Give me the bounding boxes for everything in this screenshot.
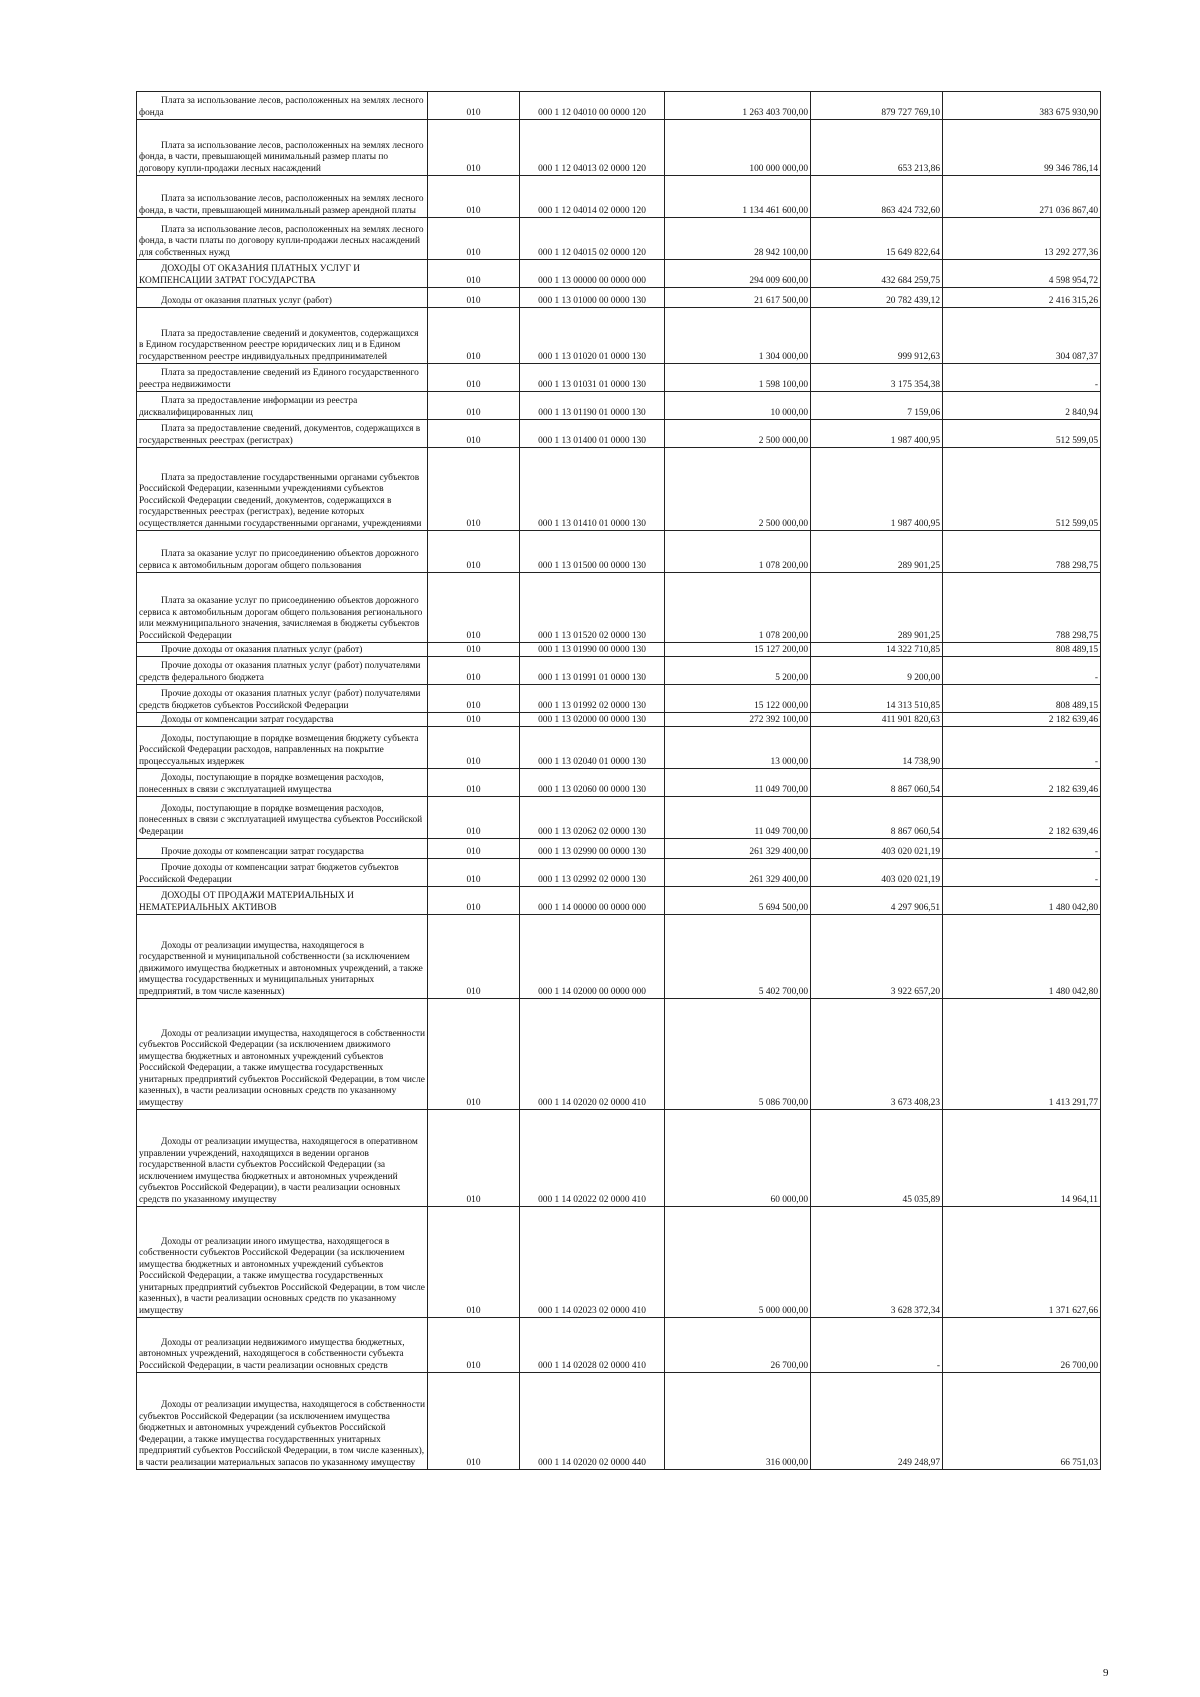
row-executed-amount: 403 020 021,19 [811,859,943,887]
row-approved-amount: 261 329 400,00 [665,859,811,887]
row-line-code: 010 [428,839,520,859]
row-budget-code: 000 1 13 01990 00 0000 130 [520,643,665,657]
row-unexecuted-amount: 2 182 639,46 [943,713,1101,727]
row-line-code: 010 [428,176,520,218]
row-name: Плата за оказание услуг по присоединению объектов дорожного сервиса к автомобильным дорогам общего пользования регионального или межмуниципального значения, зачисляемая в бюджеты субъектов Российской Федерации [137,573,428,643]
row-unexecuted-amount: 13 292 277,36 [943,218,1101,260]
row-unexecuted-amount: 2 416 315,26 [943,288,1101,308]
row-budget-code: 000 1 13 02060 00 0000 130 [520,769,665,797]
row-approved-amount: 1 598 100,00 [665,364,811,392]
row-approved-amount: 21 617 500,00 [665,288,811,308]
row-name: Плата за использование лесов, расположенных на землях лесного фонда, в части, превышающей минимальный размер платы по договору купли-продажи лесных насаждений [137,120,428,176]
row-budget-code: 000 1 13 01500 00 0000 130 [520,531,665,573]
row-line-code: 010 [428,218,520,260]
row-line-code: 010 [428,1318,520,1373]
table-row [137,839,1101,859]
row-executed-amount: 1 987 400,95 [811,420,943,448]
row-unexecuted-amount: - [943,727,1101,769]
row-line-code: 010 [428,657,520,685]
row-executed-amount: 14 322 710,85 [811,643,943,657]
row-name: Плата за предоставление сведений и документов, содержащихся в Едином государственном реестре юридических лиц и в Едином государственном реестре индивидуальных предпринимателей [137,308,428,364]
row-name: Плата за использование лесов, расположенных на землях лесного фонда, в части, превышающей минимальный размер арендной платы [137,176,428,218]
row-approved-amount: 5 694 500,00 [665,887,811,915]
row-unexecuted-amount: 304 087,37 [943,308,1101,364]
row-executed-amount: 3 922 657,20 [811,915,943,999]
row-approved-amount: 100 000 000,00 [665,120,811,176]
row-line-code: 010 [428,120,520,176]
table-row [137,120,1101,176]
row-unexecuted-amount: - [943,839,1101,859]
table-row [137,364,1101,392]
row-unexecuted-amount: 788 298,75 [943,531,1101,573]
row-line-code: 010 [428,643,520,657]
row-line-code: 010 [428,1207,520,1318]
row-unexecuted-amount: 808 489,15 [943,685,1101,713]
row-unexecuted-amount: 4 598 954,72 [943,260,1101,288]
row-name: Плата за предоставление информации из реестра дисквалифицированных лиц [137,392,428,420]
row-executed-amount: 20 782 439,12 [811,288,943,308]
row-name: Доходы, поступающие в порядке возмещения расходов, понесенных в связи с эксплуатацией имущества субъектов Российской Федерации [137,797,428,839]
revenue-table [136,91,1101,1470]
row-name: Плата за использование лесов, расположенных на землях лесного фонда, в части платы по договору купли-продажи лесных насаждений для собственных нужд [137,218,428,260]
table-row [137,218,1101,260]
row-budget-code: 000 1 14 02020 02 0000 410 [520,999,665,1110]
row-name: Доходы от реализации имущества, находящегося в собственности субъектов Российской Федерации (за исключением движимого имущества бюджетных и автономных учреждений субъектов Российской Федерации, а также имущества государственных унитарных предприятий субъектов Российской Федерации, в том числе казенных), в части реализации основных средств по указанному имуществу [137,999,428,1110]
row-unexecuted-amount: - [943,859,1101,887]
row-name: Плата за использование лесов, расположенных на землях лесного фонда [137,92,428,120]
row-unexecuted-amount: 14 964,11 [943,1110,1101,1207]
row-approved-amount: 5 402 700,00 [665,915,811,999]
row-line-code: 010 [428,573,520,643]
row-line-code: 010 [428,999,520,1110]
row-executed-amount: 15 649 822,64 [811,218,943,260]
row-approved-amount: 1 078 200,00 [665,573,811,643]
row-executed-amount: 9 200,00 [811,657,943,685]
row-line-code: 010 [428,1373,520,1470]
table-row [137,448,1101,531]
row-executed-amount: 45 035,89 [811,1110,943,1207]
row-unexecuted-amount: 1 371 627,66 [943,1207,1101,1318]
row-name: Плата за предоставление сведений из Единого государственного реестра недвижимости [137,364,428,392]
row-line-code: 010 [428,713,520,727]
row-approved-amount: 11 049 700,00 [665,797,811,839]
row-name: Прочие доходы от компенсации затрат государства [137,839,428,859]
row-unexecuted-amount: 2 840,94 [943,392,1101,420]
row-name: Доходы от компенсации затрат государства [137,713,428,727]
row-approved-amount: 1 078 200,00 [665,531,811,573]
table-row [137,308,1101,364]
row-executed-amount: 653 213,86 [811,120,943,176]
row-name: Доходы от реализации иного имущества, находящегося в собственности субъектов Российской Федерации (за исключением имущества бюджетных и автономных учреждений субъектов Российской Федерации, а также имущества государственных унитарных предприятий субъектов Российской Федерации, в том числе казенных), в части реализации основных средств по указанному имуществу [137,1207,428,1318]
row-line-code: 010 [428,531,520,573]
row-name: Доходы от реализации недвижимого имущества бюджетных, автономных учреждений, находящегося в собственности субъекта Российской Федерации, в части реализации основных средств [137,1318,428,1373]
row-name: Плата за оказание услуг по присоединению объектов дорожного сервиса к автомобильным дорогам общего пользования [137,531,428,573]
row-budget-code: 000 1 14 02023 02 0000 410 [520,1207,665,1318]
table-row [137,797,1101,839]
row-name: Доходы от реализации имущества, находящегося в государственной и муниципальной собственности (за исключением движимого имущества бюджетных и автономных учреждений, а также имущества государственных и муниципальных унитарных предприятий, в том числе казенных) [137,915,428,999]
table-row [137,727,1101,769]
row-budget-code: 000 1 13 01991 01 0000 130 [520,657,665,685]
row-budget-code: 000 1 13 01410 01 0000 130 [520,448,665,531]
row-unexecuted-amount: 26 700,00 [943,1318,1101,1373]
row-unexecuted-amount: 383 675 930,90 [943,92,1101,120]
row-budget-code: 000 1 14 02028 02 0000 410 [520,1318,665,1373]
row-name: ДОХОДЫ ОТ ПРОДАЖИ МАТЕРИАЛЬНЫХ И НЕМАТЕРИАЛЬНЫХ АКТИВОВ [137,887,428,915]
row-executed-amount: 249 248,97 [811,1373,943,1470]
row-unexecuted-amount: 512 599,05 [943,420,1101,448]
row-budget-code: 000 1 14 00000 00 0000 000 [520,887,665,915]
table-row [137,392,1101,420]
row-executed-amount: 403 020 021,19 [811,839,943,859]
row-line-code: 010 [428,797,520,839]
row-name: Прочие доходы от компенсации затрат бюджетов субъектов Российской Федерации [137,859,428,887]
row-budget-code: 000 1 12 04015 02 0000 120 [520,218,665,260]
row-name: ДОХОДЫ ОТ ОКАЗАНИЯ ПЛАТНЫХ УСЛУГ И КОМПЕНСАЦИИ ЗАТРАТ ГОСУДАРСТВА [137,260,428,288]
table-row [137,1318,1101,1373]
table-row [137,657,1101,685]
row-line-code: 010 [428,288,520,308]
row-approved-amount: 5 000 000,00 [665,1207,811,1318]
row-unexecuted-amount: - [943,364,1101,392]
row-unexecuted-amount: 1 480 042,80 [943,915,1101,999]
row-line-code: 010 [428,1110,520,1207]
row-budget-code: 000 1 13 02040 01 0000 130 [520,727,665,769]
row-executed-amount: - [811,1318,943,1373]
row-unexecuted-amount: - [943,657,1101,685]
row-unexecuted-amount: 1 480 042,80 [943,887,1101,915]
row-line-code: 010 [428,769,520,797]
row-executed-amount: 999 912,63 [811,308,943,364]
table-row [137,176,1101,218]
row-executed-amount: 3 673 408,23 [811,999,943,1110]
row-approved-amount: 11 049 700,00 [665,769,811,797]
row-line-code: 010 [428,887,520,915]
page-number: 9 [1103,1667,1109,1679]
row-budget-code: 000 1 13 01020 01 0000 130 [520,308,665,364]
row-name: Плата за предоставление сведений, документов, содержащихся в государственных реестрах (регистрах) [137,420,428,448]
row-line-code: 010 [428,308,520,364]
row-line-code: 010 [428,92,520,120]
row-approved-amount: 261 329 400,00 [665,839,811,859]
row-approved-amount: 1 134 461 600,00 [665,176,811,218]
table-row [137,92,1101,120]
row-line-code: 010 [428,420,520,448]
row-approved-amount: 272 392 100,00 [665,713,811,727]
row-budget-code: 000 1 13 02992 02 0000 130 [520,859,665,887]
row-unexecuted-amount: 66 751,03 [943,1373,1101,1470]
table-row [137,769,1101,797]
row-approved-amount: 2 500 000,00 [665,420,811,448]
row-name: Прочие доходы от оказания платных услуг (работ) получателями средств федерального бюджета [137,657,428,685]
row-budget-code: 000 1 13 01400 01 0000 130 [520,420,665,448]
row-executed-amount: 879 727 769,10 [811,92,943,120]
row-budget-code: 000 1 13 01190 01 0000 130 [520,392,665,420]
table-row [137,999,1101,1110]
row-line-code: 010 [428,685,520,713]
table-row [137,643,1101,657]
row-approved-amount: 316 000,00 [665,1373,811,1470]
row-budget-code: 000 1 12 04010 00 0000 120 [520,92,665,120]
table-row [137,288,1101,308]
table-row [137,260,1101,288]
row-approved-amount: 15 127 200,00 [665,643,811,657]
table-row [137,573,1101,643]
row-line-code: 010 [428,727,520,769]
row-unexecuted-amount: 2 182 639,46 [943,797,1101,839]
row-budget-code: 000 1 12 04013 02 0000 120 [520,120,665,176]
row-budget-code: 000 1 13 01992 02 0000 130 [520,685,665,713]
row-unexecuted-amount: 808 489,15 [943,643,1101,657]
row-approved-amount: 10 000,00 [665,392,811,420]
row-budget-code: 000 1 14 02000 00 0000 000 [520,915,665,999]
row-approved-amount: 15 122 000,00 [665,685,811,713]
row-approved-amount: 294 009 600,00 [665,260,811,288]
row-executed-amount: 863 424 732,60 [811,176,943,218]
row-unexecuted-amount: 99 346 786,14 [943,120,1101,176]
row-budget-code: 000 1 13 01000 00 0000 130 [520,288,665,308]
row-budget-code: 000 1 13 01031 01 0000 130 [520,364,665,392]
row-budget-code: 000 1 12 04014 02 0000 120 [520,176,665,218]
row-approved-amount: 1 304 000,00 [665,308,811,364]
row-name: Доходы, поступающие в порядке возмещения расходов, понесенных в связи с эксплуатацией имущества [137,769,428,797]
row-executed-amount: 289 901,25 [811,573,943,643]
row-name: Прочие доходы от оказания платных услуг (работ) получателями средств бюджетов субъектов Российской Федерации [137,685,428,713]
row-line-code: 010 [428,364,520,392]
table-row [137,859,1101,887]
row-executed-amount: 3 175 354,38 [811,364,943,392]
row-line-code: 010 [428,859,520,887]
row-executed-amount: 432 684 259,75 [811,260,943,288]
table-row [137,1207,1101,1318]
row-line-code: 010 [428,260,520,288]
row-line-code: 010 [428,448,520,531]
row-name: Доходы от реализации имущества, находящегося в собственности субъектов Российской Федерации (за исключением имущества бюджетных и автономных учреждений субъектов Российской Федерации, а также имущества государственных унитарных предприятий субъектов Российской Федерации, в том числе казенных), в части реализации материальных запасов по указанному имуществу [137,1373,428,1470]
table-row [137,1110,1101,1207]
row-executed-amount: 3 628 372,34 [811,1207,943,1318]
row-approved-amount: 13 000,00 [665,727,811,769]
row-name: Доходы от реализации имущества, находящегося в оперативном управлении учреждений, находящихся в ведении органов государственной власти субъектов Российской Федерации (за исключением имущества бюджетных и автономных учреждений субъектов Российской Федерации), в части реализации основных средств по указанному имуществу [137,1110,428,1207]
row-name: Доходы, поступающие в порядке возмещения бюджету субъекта Российской Федерации расходов, направленных на покрытие процессуальных издержек [137,727,428,769]
row-approved-amount: 2 500 000,00 [665,448,811,531]
row-unexecuted-amount: 2 182 639,46 [943,769,1101,797]
row-line-code: 010 [428,392,520,420]
row-line-code: 010 [428,915,520,999]
row-name: Доходы от оказания платных услуг (работ) [137,288,428,308]
row-approved-amount: 1 263 403 700,00 [665,92,811,120]
table-row [137,713,1101,727]
row-executed-amount: 8 867 060,54 [811,797,943,839]
row-approved-amount: 5 200,00 [665,657,811,685]
row-executed-amount: 4 297 906,51 [811,887,943,915]
row-budget-code: 000 1 13 02062 02 0000 130 [520,797,665,839]
row-budget-code: 000 1 13 02000 00 0000 130 [520,713,665,727]
row-executed-amount: 289 901,25 [811,531,943,573]
table-row [137,531,1101,573]
row-executed-amount: 7 159,06 [811,392,943,420]
row-budget-code: 000 1 13 02990 00 0000 130 [520,839,665,859]
revenue-table-body [137,92,1101,1470]
row-approved-amount: 26 700,00 [665,1318,811,1373]
row-approved-amount: 5 086 700,00 [665,999,811,1110]
table-row [137,685,1101,713]
row-budget-code: 000 1 14 02022 02 0000 410 [520,1110,665,1207]
row-budget-code: 000 1 14 02020 02 0000 440 [520,1373,665,1470]
row-executed-amount: 14 738,90 [811,727,943,769]
row-unexecuted-amount: 788 298,75 [943,573,1101,643]
row-name: Прочие доходы от оказания платных услуг (работ) [137,643,428,657]
table-row [137,915,1101,999]
row-approved-amount: 28 942 100,00 [665,218,811,260]
row-unexecuted-amount: 271 036 867,40 [943,176,1101,218]
row-executed-amount: 411 901 820,63 [811,713,943,727]
row-approved-amount: 60 000,00 [665,1110,811,1207]
row-executed-amount: 1 987 400,95 [811,448,943,531]
table-row [137,1373,1101,1470]
row-executed-amount: 8 867 060,54 [811,769,943,797]
row-budget-code: 000 1 13 00000 00 0000 000 [520,260,665,288]
table-row [137,420,1101,448]
row-name: Плата за предоставление государственными органами субъектов Российской Федерации, казенными учреждениями субъектов Российской Федерации сведений, документов, содержащихся в государственных реестрах (регистрах), ведение которых осуществляется данными государственными органами, учреждениями [137,448,428,531]
table-row [137,887,1101,915]
row-budget-code: 000 1 13 01520 02 0000 130 [520,573,665,643]
row-unexecuted-amount: 512 599,05 [943,448,1101,531]
row-unexecuted-amount: 1 413 291,77 [943,999,1101,1110]
row-executed-amount: 14 313 510,85 [811,685,943,713]
